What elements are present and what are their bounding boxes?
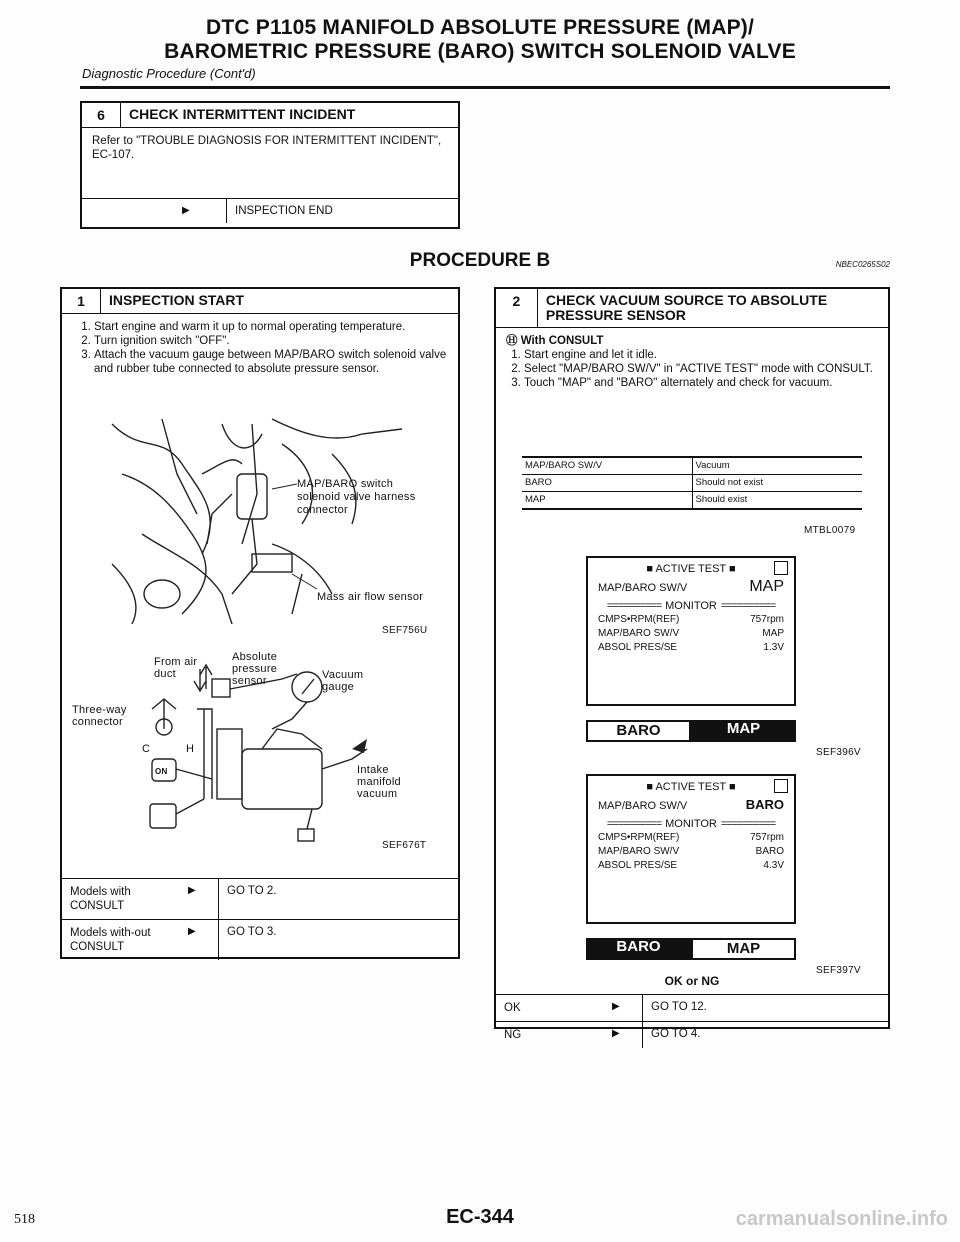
label-solenoid-connector: MAP/BARO switch solenoid valve harness connector [297,478,416,516]
page-code: EC-344 [446,1206,514,1228]
result-condition: OK [504,1002,521,1014]
label-maf-sensor: Mass air flow sensor [317,591,424,603]
label-c: C [142,743,151,755]
table-header-cell: MAP/BARO SW/V [522,457,692,475]
consult-label: With CONSULT [520,335,604,347]
procedure-ref: NBEC0265S02 [835,260,890,269]
label-intake-manifold: Intake manifold vacuum [357,764,401,800]
step6-header [82,103,458,128]
square-icon: ■ [646,563,653,575]
step1-box [60,287,460,959]
step2-body [496,328,888,976]
result-condition: NG [504,1029,522,1041]
screen-header: ■ ACTIVE TEST ■ [588,776,794,798]
result-action: GO TO 3. [218,920,458,960]
step6-box [80,101,460,229]
result-condition: Models with CONSULT [70,886,131,912]
label-h: H [186,743,195,755]
arrow-icon: ▶ [188,885,196,896]
table-cell: Should exist [692,492,862,510]
table-cell: Should not exist [692,475,862,492]
step6-result-action: INSPECTION END [226,199,458,223]
step2-steps [506,348,878,390]
monitor-row: CMPS•RPM(REF) 757rpm [598,832,784,843]
square-icon: ■ [729,781,736,793]
vacuum-table-wrap [522,456,862,510]
step6-result-row [82,198,458,223]
step1-steps [72,320,448,376]
step1-result-row [62,878,458,919]
step1-title: INSPECTION START [109,292,245,308]
monitor-row: ABSOL PRES/SE 4.3V [598,860,784,871]
page-number-left: 518 [14,1212,35,1227]
map-button[interactable]: MAP [691,720,796,742]
arrow-icon: ▶ [612,1001,620,1012]
arrow-icon: ▶ [612,1028,620,1039]
figure-code: SEF756U [382,625,428,636]
square-icon: ■ [729,563,736,575]
figure-code: SEF396V [816,747,861,758]
screen-item-row: MAP/BARO SW/V BARO [598,797,784,812]
list-item: 1. Start engine and warm it up to normal operating temperature. [94,320,448,334]
step2-header [496,289,888,328]
step1-result-row [62,919,458,960]
label-three-way-connector: Three-way connector [72,704,127,728]
list-item: 2. Turn ignition switch "OFF". [94,334,448,348]
step1-number: 1 [62,289,101,313]
consult-screen-map [586,556,796,706]
step1-header [62,289,458,314]
checkbox-icon [774,561,788,575]
monitor-row: MAP/BARO SW/V MAP [598,628,784,639]
arrow-icon: ▶ [188,926,196,937]
watermark: carmanualsonline.info [735,1208,948,1230]
screen-map-buttons [586,720,796,742]
monitor-divider: ========== MONITOR ========== [606,600,776,612]
screen-header: ■ ACTIVE TEST ■ [588,558,794,580]
monitor-row: MAP/BARO SW/V BARO [598,846,784,857]
figure-code: SEF676T [382,840,427,851]
page-title-line1: DTC P1105 MANIFOLD ABSOLUTE PRESSURE (MAP)/ [205,16,755,39]
consult-screen-baro [586,774,796,924]
step2-number: 2 [496,289,538,327]
step2-result-row [496,1021,888,1048]
table-row [522,457,862,475]
step2-box [494,287,890,1041]
table-cell: MAP [522,492,692,510]
step6-number: 6 [82,103,121,127]
map-button[interactable]: MAP [691,938,796,960]
list-item: 3. Attach the vacuum gauge between MAP/BARO switch solenoid valve and rubber tube connected to absolute pressure sensor. [94,348,448,376]
monitor-divider: ========== MONITOR ========== [606,818,776,830]
list-item: 1. Start engine and let it idle. [524,348,878,362]
label-from-air-duct: From air duct [154,656,198,680]
procedure-title: PROCEDURE B [409,250,551,271]
baro-button[interactable]: BARO [586,938,691,960]
vacuum-table [522,456,862,510]
baro-button[interactable]: BARO [586,720,691,742]
step1-body [62,314,458,878]
result-action: GO TO 4. [642,1022,888,1048]
label-vacuum-gauge: Vacuum gauge [322,669,364,693]
screen-item-row: MAP/BARO SW/V MAP [598,578,784,595]
screen-item-value: BARO [745,797,784,812]
consult-icon: Ⓗ [506,335,518,347]
step2-result-row [496,994,888,1021]
square-icon: ■ [646,781,653,793]
figure-code: SEF397V [816,965,861,976]
list-item: 3. Touch "MAP" and "BARO" alternately and check for vacuum. [524,376,878,390]
ok-ng-label: OK or NG [664,974,720,988]
result-condition: Models with-out CONSULT [70,927,151,953]
result-action: GO TO 2. [218,879,458,919]
page-title-line2: BAROMETRIC PRESSURE (BARO) SWITCH SOLENOID VALVE [164,40,796,63]
step2-title: CHECK VACUUM SOURCE TO ABSOLUTE PRESSURE SENSOR [545,292,828,323]
monitor-row: ABSOL PRES/SE 1.3V [598,642,784,653]
table-row [522,492,862,510]
label-absolute-pressure-sensor: Absolute pressure sensor [232,651,278,687]
result-action: GO TO 12. [642,995,888,1021]
table-code: MTBL0079 [804,525,856,536]
page-subtitle: Diagnostic Procedure (Cont'd) [82,66,256,81]
table-header-cell: Vacuum [692,457,862,475]
screen-item-value: MAP [749,578,784,595]
step6-body: Refer to "TROUBLE DIAGNOSIS FOR INTERMITTENT INCIDENT", EC-107. [92,135,442,161]
arrow-icon: ▶ [182,205,190,216]
screen-baro-buttons [586,938,796,960]
monitor-row: CMPS•RPM(REF) 757rpm [598,614,784,625]
consult-heading [506,334,878,348]
table-cell: BARO [522,475,692,492]
checkbox-icon [774,779,788,793]
label-on: ON [155,767,168,776]
step6-title: CHECK INTERMITTENT INCIDENT [129,106,356,122]
table-row [522,475,862,492]
list-item: 2. Select "MAP/BARO SW/V" in "ACTIVE TEST" mode with CONSULT. [524,362,878,376]
header-rule [80,86,890,89]
